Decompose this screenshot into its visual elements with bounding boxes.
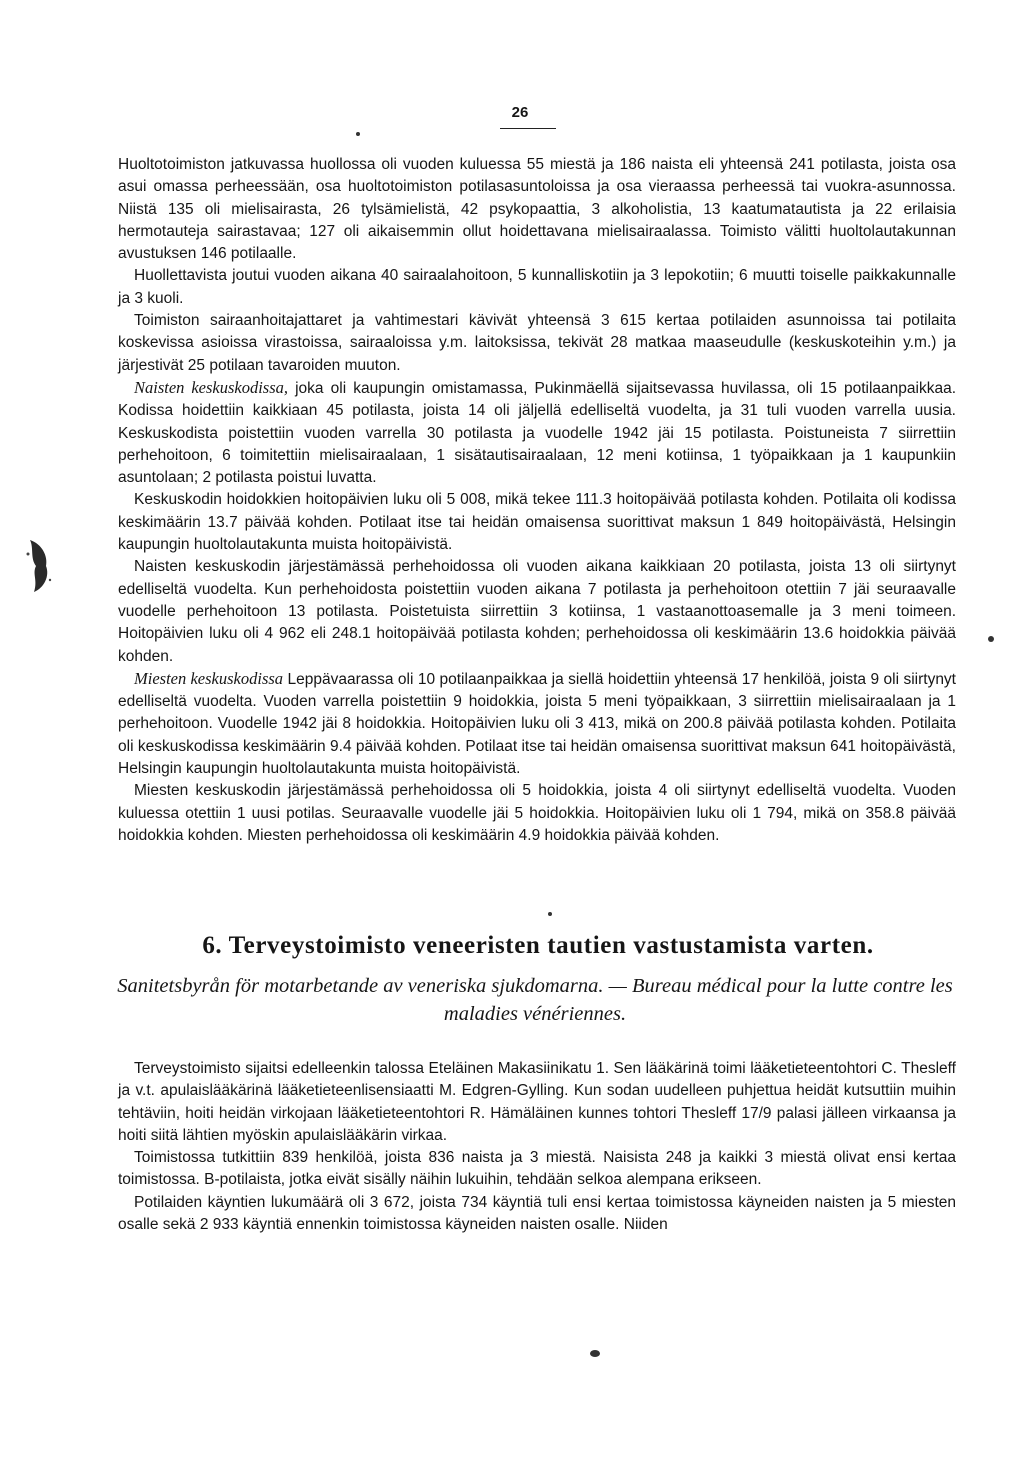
- paragraph: Potilaiden käyntien lukumäärä oli 3 672, joista 734 käyntiä tuli ensi kertaa toimistossa käyneiden naisten ja 5 miesten osalle sekä 2 933 käyntiä ennenkin toimistossa käyneiden naisten osalle. Niiden: [118, 1193, 956, 1234]
- body-text-bottom: [118, 1058, 956, 1236]
- scan-speck: [590, 1350, 600, 1357]
- page-number-rule: [500, 128, 556, 129]
- paragraph: Miesten keskuskodin järjestämässä perhehoidossa oli 5 hoidokkia, joista 4 oli siirtynyt edelliseltä vuodelta. Vuoden kuluessa otettiin 1 uusi potilas. Seuraavalle vuodelle jäi 5 hoidokkia. Hoitopäivien luku oli 1 794, mikä on 358.8 päivää hoidokkia kohden. Miesten perhehoidossa oli keskimäärin 4.9 hoidokkia päivää kohden.: [118, 782, 956, 844]
- section-subheading: Sanitetsbyrån för motarbetande av veneriska sjukdomarna. — Bureau médical pour la lutte contre les maladies vénériennes.: [117, 975, 953, 1025]
- section-heading: 6. Terveystoimisto veneeristen tautien vastustamista varten.: [202, 932, 874, 959]
- paragraph: Toimistossa tutkittiin 839 henkilöä, joista 836 naista ja 3 miestä. Naisista 248 ja kaikki 3 miestä olivat ensi kertaa toimistossa. B-potilaista, jotka eivät sisälly näihin lukuihin, tehdään selkoa alempana erikseen.: [118, 1149, 956, 1189]
- paragraph: [118, 377, 956, 489]
- paragraph-lead: Naisten keskuskodissa,: [134, 377, 289, 397]
- paragraph: [118, 668, 956, 780]
- scan-speck: [988, 636, 994, 642]
- paragraph-body: joka oli kaupungin omistamassa, Pukinmäellä sijaitsevassa huvilassa, oli 15 potilaanpaikkaa. Kodissa hoidettiin kaikkiaan 45 potilasta, joista 14 oli jäljellä edelliseltä vuodelta, ja 31 tuli vuoden varrella uusia. Keskuskodista poistettiin vuoden varrella 30 potilasta ja vuodelle 1942 jäi 15 potilasta. Poistuneista 7 siirrettiin perhehoitoon, 6 toimitettiin mielisairaalaan, 1 sisätautisairaalaan, 12 meni kotiinsa, 1 työpaikkaan ja 1 kaupunkiin asuntolaan; 2 potilasta poistui luvatta.: [118, 379, 956, 487]
- scan-speck: [356, 132, 360, 136]
- binding-hole-mark: [24, 536, 54, 596]
- paragraph: Huoltotoimiston jatkuvassa huollossa oli vuoden kuluessa 55 miestä ja 186 naista eli yhteensä 241 potilasta, joista osa asui omassa perheessään, osa huoltotoimiston potilasasuntoloissa ja osa vieraassa perheessä tai vuokra-asunnossa. Niistä 135 oli mielisairasta, 26 tylsämielistä, 42 psykopaattia, 3 alkoholistia, 13 kaatumatautista ja 22 erilaisia hermotauteja sairastavaa; 127 oli aikaisemmin ollut hoidettavana mielisairaalassa. Toimisto välitti huoltolautakunnan avustuksen 146 potilaalle.: [118, 156, 956, 263]
- page-number: 26: [511, 104, 529, 121]
- body-text-top: [118, 154, 956, 847]
- paragraph: Huollettavista joutui vuoden aikana 40 sairaalahoitoon, 5 kunnalliskotiin ja 3 lepokotiin; 6 muutti toiselle paikkakunnalle ja 3 kuoli.: [118, 267, 956, 307]
- paragraph: Naisten keskuskodin järjestämässä perhehoidossa oli vuoden aikana kaikkiaan 20 potilasta, joista 13 oli siirtynyt edelliseltä vuodelta. Kun perhehoidosta poistettiin vuoden aikana 7 potilasta ja perhehoitoon otettiin 7 jäi seuraavalle vuodelle perhehoitoon 13 potilasta. Poistetuista siirrettiin 3 kotiinsa, 1 vastaanottoasemalle ja 3 meni toimeen. Hoitopäivien luku oli 4 962 eli 248.1 hoitopäivää potilasta kohden; perhehoidossa oli keskimäärin 13.6 hoidokkia päivää kohden.: [118, 558, 956, 665]
- paragraph: Keskuskodin hoidokkien hoitopäivien luku oli 5 008, mikä tekee 111.3 hoitopäivää potilasta kohden. Potilaita oli kodissa keskimäärin 13.7 päivää kohden. Potilaat itse tai heidän omaisensa suorittivat maksun 1 849 hoitopäivästä, Helsingin kaupungin huoltolautakunta muista hoitopäivistä.: [118, 491, 956, 554]
- paragraph: Terveystoimisto sijaitsi edelleenkin talossa Eteläinen Makasiinikatu 1. Sen lääkärinä toimi lääketieteentohtori C. Thesleff ja v.t. apulaislääkärinä lääketieteenlisensiaatti M. Edgren-Gylling. Kun sodan uudelleen puhjettua heidät kutsuttiin muihin tehtäviin, hoiti heidän virkojaan lääketieteentohtori R. Hämäläinen kunnes tohtori Thesleff 17/9 palasi jälleen virkaansa ja hoiti siitä lähtien myöskin apulaislääkärin virkaa.: [118, 1060, 956, 1144]
- paragraph: Toimiston sairaanhoitajattaret ja vahtimestari kävivät yhteensä 3 615 kertaa potilaiden asunnoissa tai potilaita koskevissa asioissa virastoissa, sairaaloissa y.m. laitoksissa, tekivät 28 matkaa maaseudulle (keskuskoteihin y.m.) ja järjestivät 25 potilaan tavaroiden muuton.: [118, 312, 956, 374]
- paragraph-body: Leppävaarassa oli 10 potilaanpaikkaa ja siellä hoidettiin yhteensä 17 henkilöä, joista 9 oli siirtynyt edelliseltä vuodelta. Vuoden varrella poistettiin 9 hoidokkia, joista 5 meni työpaikkaan, 3 siirrettiin mielisairaalaan ja 1 perhehoitoon. Vuodelle 1942 jäi 8 hoidokkia. Hoitopäivien luku oli 3 413, mikä on 200.8 päivää potilasta kohden. Potilaita oli keskuskodissa keskimäärin 9.4 päivää kohden. Potilaat itse tai heidän omaisensa suorittivat maksun 641 hoitopäivästä, Helsingin kaupungin huoltolautakunta muista hoitopäivistä.: [118, 670, 956, 778]
- paragraph-lead: Miesten keskuskodissa: [134, 668, 284, 688]
- scan-speck: [548, 912, 552, 916]
